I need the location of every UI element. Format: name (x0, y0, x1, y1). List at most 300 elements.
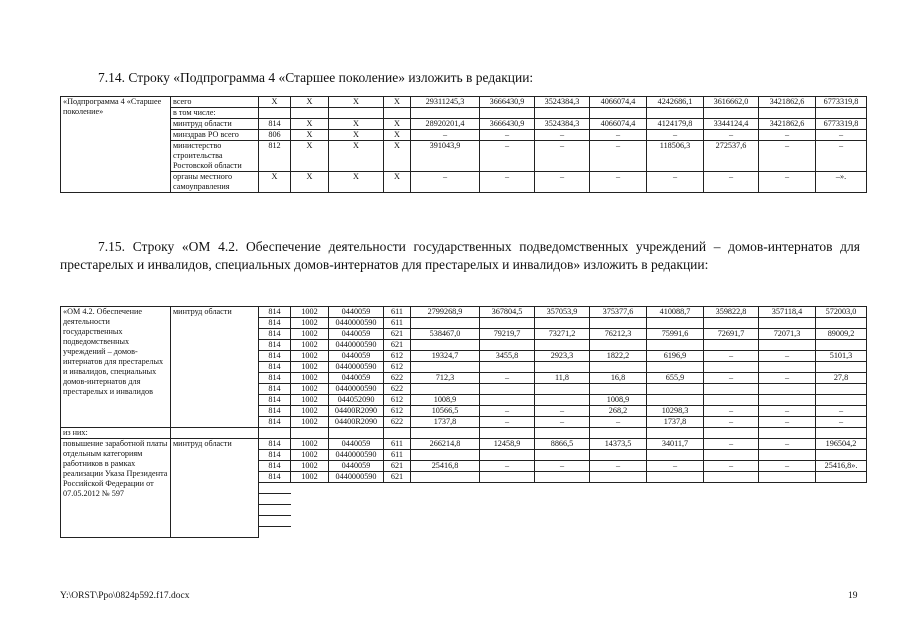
table-cell (411, 318, 480, 329)
table-cell (704, 108, 759, 119)
table-cell: 73271,2 (535, 329, 590, 340)
table-cell: 0440000590 (329, 318, 384, 329)
table-cell (590, 340, 647, 351)
table-cell: 3666430,9 (480, 97, 535, 108)
table-cell: – (590, 417, 647, 428)
table-cell (329, 505, 384, 516)
table-cell: 814 (259, 373, 291, 384)
table-cell (759, 494, 816, 505)
table-cell: 1002 (291, 318, 329, 329)
table-cell (291, 483, 329, 494)
table-cell: 044052090 (329, 395, 384, 406)
table-cell: – (590, 141, 647, 172)
table-row (61, 97, 867, 108)
table-cell: 16,8 (590, 373, 647, 384)
table-cell: 3616662,0 (704, 97, 759, 108)
table-cell: Х (291, 130, 329, 141)
table-cell: 4066074,4 (590, 97, 647, 108)
table-cell (704, 483, 759, 494)
table-cell (411, 362, 480, 373)
table-cell (329, 108, 384, 119)
table-cell (704, 340, 759, 351)
file-path-footer: Y:\ORST\Ppo\0824p592.f17.docx (60, 591, 190, 601)
table-cell: минздрав РО всего (171, 130, 259, 141)
table-cell: 814 (259, 417, 291, 428)
table-cell: 04400R2090 (329, 406, 384, 417)
table-row (61, 130, 867, 141)
table-cell (535, 483, 590, 494)
table-cell (647, 108, 704, 119)
table-cell: 611 (384, 450, 411, 461)
table-cell (535, 362, 590, 373)
section-7-15-heading: 7.15. Строку «ОМ 4.2. Обеспечение деятельности государственных подведомственных учреждений – домов-интернатов для престарелых и инвалидов, специальных домов-интернатов для престарелых и инвалидов» изложить в редакции: (60, 239, 860, 272)
table-cell (816, 108, 867, 119)
table-cell: 391043,9 (411, 141, 480, 172)
table-cell: 1002 (291, 461, 329, 472)
table-cell: 76212,3 (590, 329, 647, 340)
table-cell: 1737,8 (411, 417, 480, 428)
table-cell: – (480, 130, 535, 141)
table-cell: Х (384, 130, 411, 141)
table-cell (759, 340, 816, 351)
table-cell: 118506,3 (647, 141, 704, 172)
table-cell (291, 108, 329, 119)
table-cell (480, 362, 535, 373)
table-cell (480, 505, 535, 516)
table-cell: Х (384, 119, 411, 130)
table-cell (816, 472, 867, 483)
table-cell (411, 428, 480, 439)
table-cell: 5101,3 (816, 351, 867, 362)
table-cell (647, 362, 704, 373)
table-cell (590, 108, 647, 119)
table-cell: – (535, 130, 590, 141)
table-cell (535, 516, 590, 527)
table-cell (535, 318, 590, 329)
table-cell: 27,8 (816, 373, 867, 384)
table-row (61, 172, 867, 193)
table-cell (647, 395, 704, 406)
table-cell: 655,9 (647, 373, 704, 384)
table-cell (411, 516, 480, 527)
table-cell: – (480, 141, 535, 172)
table-cell: 814 (259, 439, 291, 450)
table-cell (704, 395, 759, 406)
table-cell (480, 450, 535, 461)
table-cell (759, 362, 816, 373)
table-cell: Х (259, 97, 291, 108)
table-cell (329, 527, 384, 538)
table-cell: 1002 (291, 395, 329, 406)
table-cell (384, 494, 411, 505)
table-cell: 0440059 (329, 351, 384, 362)
table-cell: 3524384,3 (535, 119, 590, 130)
table-cell (590, 527, 647, 538)
table-cell (329, 483, 384, 494)
table-cell: – (704, 373, 759, 384)
table-cell: 0440059 (329, 373, 384, 384)
row-label: из них: (61, 428, 171, 439)
table-cell (704, 428, 759, 439)
table-cell (647, 472, 704, 483)
table-cell (535, 395, 590, 406)
table-cell: 34011,7 (647, 439, 704, 450)
table-cell: министерство строительства Ростовской области (171, 141, 259, 172)
table-cell: 3421862,6 (759, 119, 816, 130)
table-cell: 3455,8 (480, 351, 535, 362)
table-cell: – (759, 351, 816, 362)
table-cell: 814 (259, 340, 291, 351)
table-cell (171, 428, 259, 439)
section-7-14-heading: 7.14. Строку «Подпрограмма 4 «Старшее поколение» изложить в редакции: (98, 70, 534, 85)
table-cell (291, 516, 329, 527)
table-cell: – (759, 141, 816, 172)
table-cell: – (759, 130, 816, 141)
table-cell: – (590, 461, 647, 472)
table-cell (384, 527, 411, 538)
table-cell (647, 483, 704, 494)
table-cell: – (704, 351, 759, 362)
table-cell: 612 (384, 395, 411, 406)
table-cell: 6773319,8 (816, 97, 867, 108)
table-cell (647, 428, 704, 439)
table-cell (590, 483, 647, 494)
table-cell: 10298,3 (647, 406, 704, 417)
table-cell: 89009,2 (816, 329, 867, 340)
table-cell: 622 (384, 373, 411, 384)
table-cell: Х (291, 172, 329, 193)
table-row (61, 141, 867, 172)
table-cell: –». (816, 172, 867, 193)
table-cell: 622 (384, 417, 411, 428)
table-cell: 621 (384, 329, 411, 340)
table-cell (647, 318, 704, 329)
table-cell (480, 384, 535, 395)
table-cell: 1002 (291, 384, 329, 395)
table-cell: 3344124,4 (704, 119, 759, 130)
table-cell: 266214,8 (411, 439, 480, 450)
table-cell: 0440000590 (329, 362, 384, 373)
table-cell (259, 505, 291, 516)
table-cell: 0440059 (329, 461, 384, 472)
table-cell (590, 450, 647, 461)
table-cell: органы местного самоуправления (171, 172, 259, 193)
table-cell (704, 527, 759, 538)
table-row (61, 108, 867, 119)
table-cell: 196504,2 (816, 439, 867, 450)
table-cell (291, 428, 329, 439)
table-cell: – (411, 130, 480, 141)
table-cell: – (759, 417, 816, 428)
table-cell: – (535, 461, 590, 472)
table-cell (411, 450, 480, 461)
table-cell: 0440000590 (329, 450, 384, 461)
table-cell (816, 483, 867, 494)
table-cell: 611 (384, 439, 411, 450)
executor-cell: минтруд области (171, 307, 259, 428)
table-cell: Х (384, 172, 411, 193)
table-cell: 357118,4 (759, 307, 816, 318)
table-cell: 814 (259, 351, 291, 362)
table-cell (590, 516, 647, 527)
table-cell (759, 318, 816, 329)
table-cell: 1002 (291, 373, 329, 384)
table-cell (816, 516, 867, 527)
table-cell (411, 384, 480, 395)
table-cell: 268,2 (590, 406, 647, 417)
table-cell: Х (384, 97, 411, 108)
table-cell: Х (384, 141, 411, 172)
table-cell (535, 472, 590, 483)
table-cell (759, 450, 816, 461)
table-cell: 4124179,8 (647, 119, 704, 130)
table-cell (590, 472, 647, 483)
table-cell (704, 494, 759, 505)
table-cell (704, 472, 759, 483)
table-cell: 814 (259, 450, 291, 461)
table-cell: 1002 (291, 450, 329, 461)
table-cell: 814 (259, 119, 291, 130)
table-cell: 14373,5 (590, 439, 647, 450)
table-cell: 3421862,6 (759, 97, 816, 108)
table-cell (535, 384, 590, 395)
table-cell (480, 494, 535, 505)
table-cell: – (480, 373, 535, 384)
table-cell (759, 472, 816, 483)
table-cell: 814 (259, 461, 291, 472)
table-cell: 25416,8 (411, 461, 480, 472)
table-cell: 357053,9 (535, 307, 590, 318)
table-cell: 12458,9 (480, 439, 535, 450)
table-cell: 19324,7 (411, 351, 480, 362)
table-cell: 3524384,3 (535, 97, 590, 108)
table-cell (704, 516, 759, 527)
table-cell: – (535, 406, 590, 417)
table-cell (480, 428, 535, 439)
table-cell: – (647, 130, 704, 141)
table-cell (480, 340, 535, 351)
table-cell: 612 (384, 351, 411, 362)
om-4-2-table (60, 306, 867, 538)
table-cell: – (411, 172, 480, 193)
table-cell: 29311245,3 (411, 97, 480, 108)
table-cell: 11,8 (535, 373, 590, 384)
table-row (61, 428, 867, 439)
table-cell (647, 505, 704, 516)
table-cell: 1002 (291, 307, 329, 318)
table-cell (259, 516, 291, 527)
table-cell (411, 472, 480, 483)
table-cell: 75991,6 (647, 329, 704, 340)
table-cell (647, 450, 704, 461)
table-cell (590, 494, 647, 505)
table-cell (535, 108, 590, 119)
table-cell (816, 362, 867, 373)
table-cell: – (704, 417, 759, 428)
table-cell (816, 494, 867, 505)
table-cell (816, 340, 867, 351)
table-cell: – (647, 461, 704, 472)
table-cell (480, 108, 535, 119)
table-cell: 1002 (291, 362, 329, 373)
table-cell: – (590, 130, 647, 141)
table-cell: – (535, 417, 590, 428)
table-cell: – (535, 141, 590, 172)
table-cell: 0440000590 (329, 384, 384, 395)
table-cell: – (759, 373, 816, 384)
row-label: «ОМ 4.2. Обеспечение деятельности государственных подведомственных учреждений – домов-интернатов для престарелых и инвалидов, специальных домов-интернатов для престарелых и инвалидов (61, 307, 171, 428)
table-cell (535, 505, 590, 516)
table-cell: 1002 (291, 340, 329, 351)
table-cell (816, 527, 867, 538)
table-cell: 621 (384, 340, 411, 351)
table-cell (704, 318, 759, 329)
table-cell: «Подпрограмма 4 «Старшее поколение» (61, 97, 171, 193)
table-cell (647, 494, 704, 505)
table-cell: 4066074,4 (590, 119, 647, 130)
table-cell (590, 505, 647, 516)
table-cell: 1002 (291, 406, 329, 417)
table-cell: 10566,5 (411, 406, 480, 417)
table-cell: 612 (384, 406, 411, 417)
table-cell (384, 428, 411, 439)
table-cell: 72691,7 (704, 329, 759, 340)
table-cell: 814 (259, 406, 291, 417)
table-cell: 612 (384, 362, 411, 373)
table-cell: 25416,8». (816, 461, 867, 472)
table-cell: – (590, 172, 647, 193)
table-cell (480, 395, 535, 406)
table-cell (647, 516, 704, 527)
table-cell: 272537,6 (704, 141, 759, 172)
table-cell: Х (329, 172, 384, 193)
table-cell: 1008,9 (590, 395, 647, 406)
table-cell: – (759, 406, 816, 417)
table-cell (759, 516, 816, 527)
table-cell: – (759, 172, 816, 193)
table-cell (704, 450, 759, 461)
table-cell: 622 (384, 384, 411, 395)
table-cell (411, 483, 480, 494)
table-cell: – (816, 141, 867, 172)
table-cell: 806 (259, 130, 291, 141)
table-cell: 1002 (291, 472, 329, 483)
table-cell (259, 483, 291, 494)
table-cell: 2799268,9 (411, 307, 480, 318)
table-cell: Х (329, 119, 384, 130)
table-cell (259, 108, 291, 119)
table-cell: 611 (384, 318, 411, 329)
table-cell: 814 (259, 329, 291, 340)
table-row (61, 439, 867, 450)
table-cell: 0440059 (329, 307, 384, 318)
table-cell (291, 527, 329, 538)
table-cell (759, 483, 816, 494)
table-cell (590, 318, 647, 329)
table-cell: Х (259, 172, 291, 193)
table-cell: 1002 (291, 439, 329, 450)
table-cell: 0440000590 (329, 340, 384, 351)
table-cell: – (480, 417, 535, 428)
table-cell: 812 (259, 141, 291, 172)
table-cell (535, 494, 590, 505)
table-row (61, 119, 867, 130)
table-cell (384, 108, 411, 119)
table-cell: 621 (384, 472, 411, 483)
row-label: повышение заработной платы отдельным категориям работников в рамках реализации Указа Президента Российской Федерации от 07.05.2012 № 597 (61, 439, 171, 538)
table-cell: 1822,2 (590, 351, 647, 362)
table-cell: – (480, 406, 535, 417)
table-cell (759, 505, 816, 516)
table-cell: – (480, 461, 535, 472)
table-cell (535, 428, 590, 439)
table-cell: – (759, 439, 816, 450)
table-cell: 814 (259, 395, 291, 406)
table-cell: 04400R2090 (329, 417, 384, 428)
table-cell (816, 450, 867, 461)
table-cell: Х (291, 119, 329, 130)
table-cell (384, 483, 411, 494)
table-cell (480, 472, 535, 483)
page-number: 19 (848, 591, 858, 601)
table-cell (759, 384, 816, 395)
table-cell: 28920201,4 (411, 119, 480, 130)
table-cell: 814 (259, 318, 291, 329)
table-cell: – (816, 417, 867, 428)
table-cell (590, 384, 647, 395)
table-cell (816, 505, 867, 516)
table-cell: 712,3 (411, 373, 480, 384)
table-cell (816, 384, 867, 395)
table-cell (590, 362, 647, 373)
table-cell (329, 494, 384, 505)
table-cell: 79219,7 (480, 329, 535, 340)
table-cell: – (704, 439, 759, 450)
table-cell (259, 494, 291, 505)
table-cell (535, 340, 590, 351)
table-cell: – (816, 406, 867, 417)
table-cell (816, 395, 867, 406)
table-cell: 814 (259, 362, 291, 373)
table-cell: 6196,9 (647, 351, 704, 362)
table-cell (384, 516, 411, 527)
table-cell (259, 527, 291, 538)
table-cell (816, 318, 867, 329)
table-cell (411, 527, 480, 538)
table-cell (647, 340, 704, 351)
table-cell: 410088,7 (647, 307, 704, 318)
table-cell: Х (291, 141, 329, 172)
table-cell: 611 (384, 307, 411, 318)
table-cell: 1002 (291, 417, 329, 428)
table-cell (480, 318, 535, 329)
table-cell (759, 527, 816, 538)
table-cell: – (759, 461, 816, 472)
table-cell: 375377,6 (590, 307, 647, 318)
table-cell: 367804,5 (480, 307, 535, 318)
subprogram-4-table (60, 96, 867, 193)
table-cell (329, 428, 384, 439)
table-cell (647, 527, 704, 538)
table-cell (535, 527, 590, 538)
table-cell (590, 428, 647, 439)
table-cell: в том числе: (171, 108, 259, 119)
table-cell: 538467,0 (411, 329, 480, 340)
table-cell: 3666430,9 (480, 119, 535, 130)
executor-cell: минтруд области (171, 439, 259, 538)
table-cell (535, 450, 590, 461)
table-cell (480, 527, 535, 538)
